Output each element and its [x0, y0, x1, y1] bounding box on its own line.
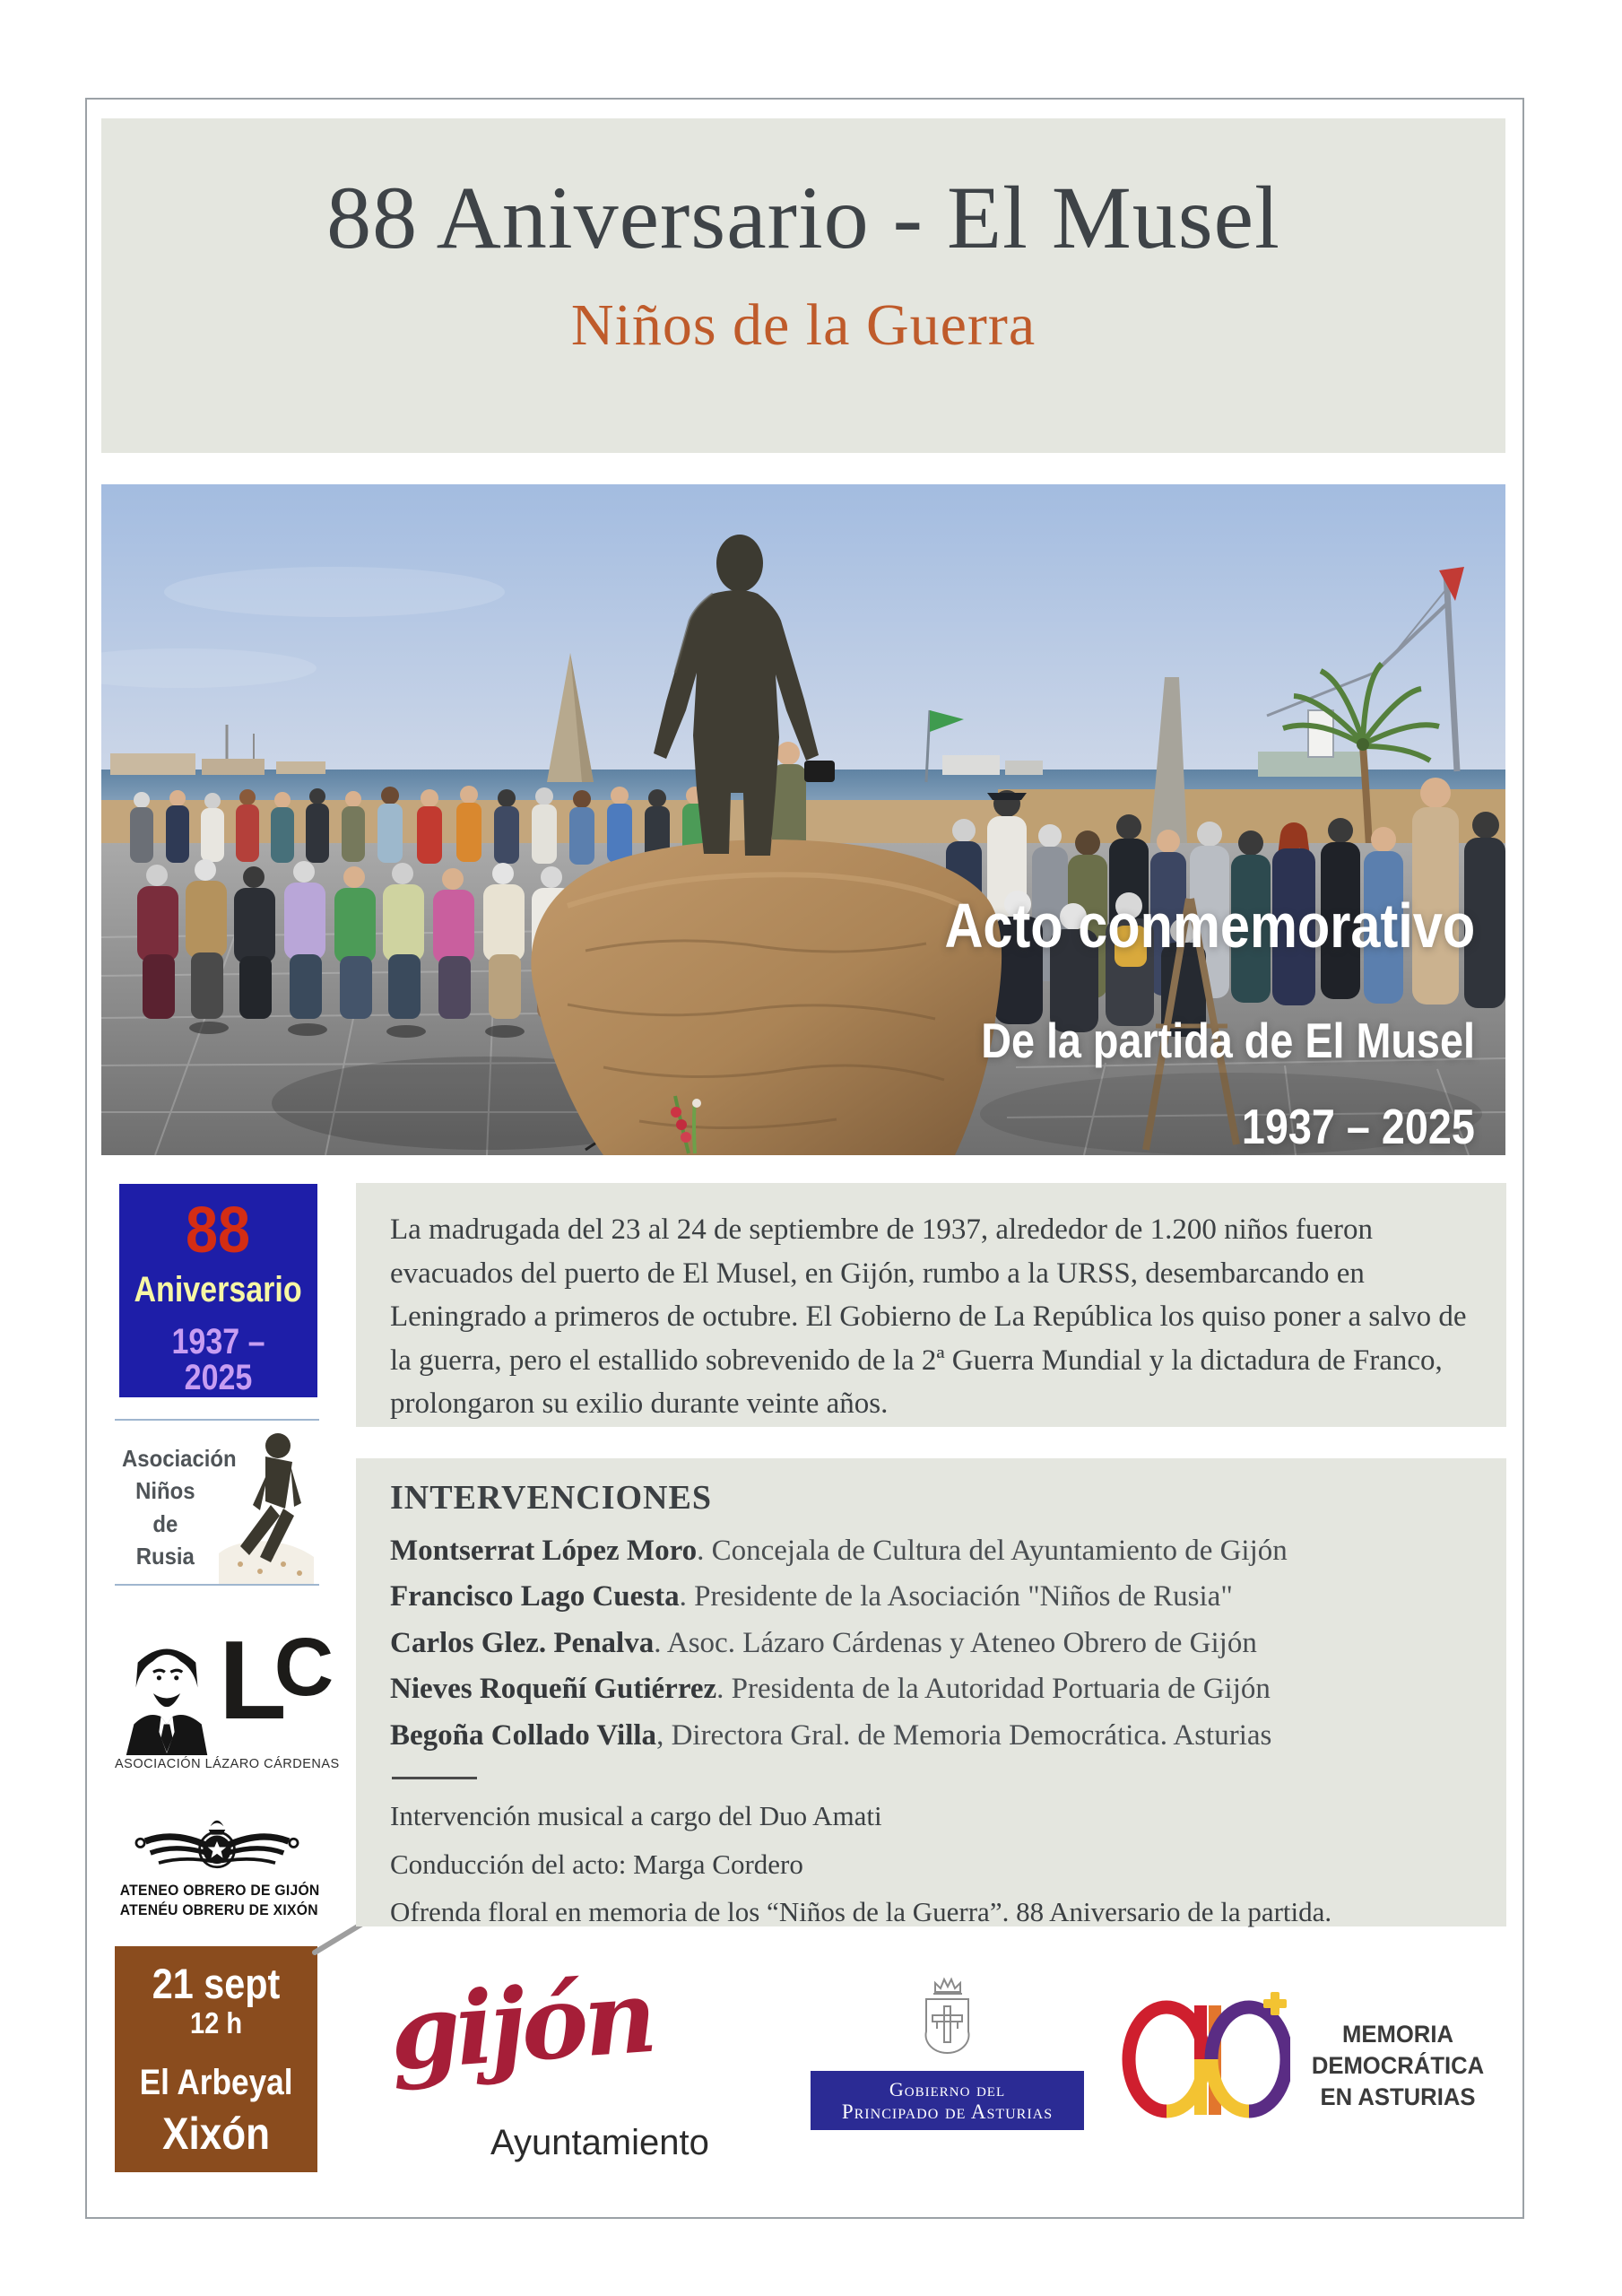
ateneo-logo	[115, 1806, 319, 1928]
speaker-row	[390, 1713, 1472, 1759]
cardenas-portrait-icon	[117, 1630, 217, 1755]
photo-overlay-line2: De la partida de El Musel	[981, 1013, 1475, 1068]
gobierno-asturias-logo	[811, 1974, 1084, 2135]
ateneo-line1: ATENEO OBRERO DE GIJÓN	[119, 1883, 320, 1899]
event-date: 21 sept	[152, 1960, 281, 2007]
speaker-name: Francisco Lago Cuesta	[390, 1580, 680, 1613]
speaker-name: Nieves Roqueñí Gutiérrez	[390, 1673, 717, 1706]
ninos-rusia-logo	[115, 1419, 319, 1586]
event-photo	[101, 484, 1505, 1155]
speaker-row	[390, 1621, 1472, 1666]
gobierno-line2: Principado de Asturias	[841, 2100, 1054, 2124]
memoria-line2: DEMOCRÁTICA	[1311, 2052, 1485, 2080]
speaker-row	[390, 1528, 1472, 1574]
speaker-role: . Concejala de Cultura del Ayuntamiento de Gijón	[697, 1535, 1288, 1567]
event-city: Xixón	[162, 2109, 270, 2159]
ninos-line1: Asociación	[122, 1445, 237, 1472]
lc-letter-c: C	[273, 1622, 334, 1713]
speaker-role: . Presidente de la Asociación "Niños de Rusia"	[679, 1580, 1233, 1613]
lc-letter-l: L	[219, 1619, 282, 1743]
ateneo-emblem-icon	[123, 1806, 311, 1876]
speaker-row	[390, 1666, 1472, 1712]
asturias-coat-of-arms-icon	[917, 1974, 977, 2064]
section-divider	[392, 1777, 477, 1779]
intro-paragraph: La madrugada del 23 al 24 de septiembre de 1937, alrededor de 1.200 niños fueron evacuados del puerto de El Musel, en Gijón, rumbo a la URSS, desembarcando en Leningrado a primeros de octubre. El Gobierno de La República los quiso poner a salvo de la guerra, pero el estallido sobrevenido de la 2ª Guerra Mundial y la dictadura de Franco, prolongaron su exilio durante veinte años.	[390, 1213, 1467, 1420]
extra-line: Ofrenda floral en memoria de los “Niños de la Guerra”. 88 Aniversario de la partida.	[390, 1895, 1332, 1927]
boulder	[531, 839, 1002, 1155]
lc-monogram	[219, 1617, 341, 1744]
photo-overlay-line1: Acto conmemorativo	[944, 891, 1475, 961]
gobierno-line1: Gobierno del	[889, 2078, 1006, 2100]
event-place: El Arbeyal	[139, 2063, 293, 2102]
page-title: 88 Aniversario - El Musel	[326, 168, 1280, 267]
interventions-heading: INTERVENCIONES	[390, 1479, 712, 1517]
event-time: 12 h	[189, 2006, 243, 2039]
speaker-name: Carlos Glez. Penalva	[390, 1626, 655, 1659]
lazaro-cardenas-logo	[115, 1619, 340, 1782]
extra-line: Intervención musical a cargo del Duo Amati	[390, 1800, 882, 1832]
gijon-caption: Ayuntamiento	[490, 2123, 709, 2162]
memoria-label	[1296, 2019, 1500, 2113]
memoria-line1: MEMORIA	[1342, 2021, 1453, 2048]
lc-caption: ASOCIACIÓN LÁZARO CÁRDENAS	[115, 1757, 340, 1771]
intro-panel	[356, 1183, 1506, 1427]
anniversary-word: Aniversario	[134, 1270, 303, 1309]
photo-overlay-line3: 1937 – 2025	[1242, 1099, 1475, 1154]
gijon-logo	[386, 1957, 776, 2182]
ateneo-line2: ATENÉU OBRERU DE XIXÓN	[119, 1902, 318, 1919]
speaker-name: Montserrat López Moro	[390, 1535, 698, 1567]
ninos-line2: Niños de	[135, 1477, 195, 1537]
anniversary-number: 88	[186, 1195, 251, 1266]
gijon-wordmark: gijón	[386, 1957, 656, 2094]
memoria-line3: EN ASTURIAS	[1320, 2083, 1476, 2111]
speaker-name: Begoña Collado Villa	[390, 1718, 657, 1752]
page-subtitle: Niños de la Guerra	[570, 292, 1037, 358]
header-panel	[101, 118, 1505, 453]
memoria-dd-icon	[1120, 1992, 1290, 2126]
gobierno-name-box	[811, 2071, 1084, 2130]
event-date-box	[115, 1946, 317, 2172]
speaker-row	[390, 1574, 1472, 1620]
ninos-line3: Rusia	[135, 1543, 195, 1570]
speaker-role: , Directora Gral. de Memoria Democrática. Asturias	[656, 1718, 1272, 1752]
speaker-role: . Asoc. Lázaro Cárdenas y Ateneo Obrero de Gijón	[654, 1626, 1257, 1659]
ninos-rusia-label	[122, 1442, 237, 1573]
interventions-panel	[356, 1458, 1506, 1926]
sitting-statue-icon	[213, 1422, 319, 1584]
anniversary-years: 1937 – 2025	[171, 1322, 265, 1397]
speaker-role: . Presidenta de la Autoridad Portuaria de Gijón	[716, 1673, 1271, 1706]
extra-line: Conducción del acto: Marga Cordero	[390, 1848, 803, 1880]
anniversary-box	[119, 1184, 317, 1397]
memoria-democratica-logo	[1120, 1987, 1514, 2139]
page-frame	[85, 98, 1524, 2219]
